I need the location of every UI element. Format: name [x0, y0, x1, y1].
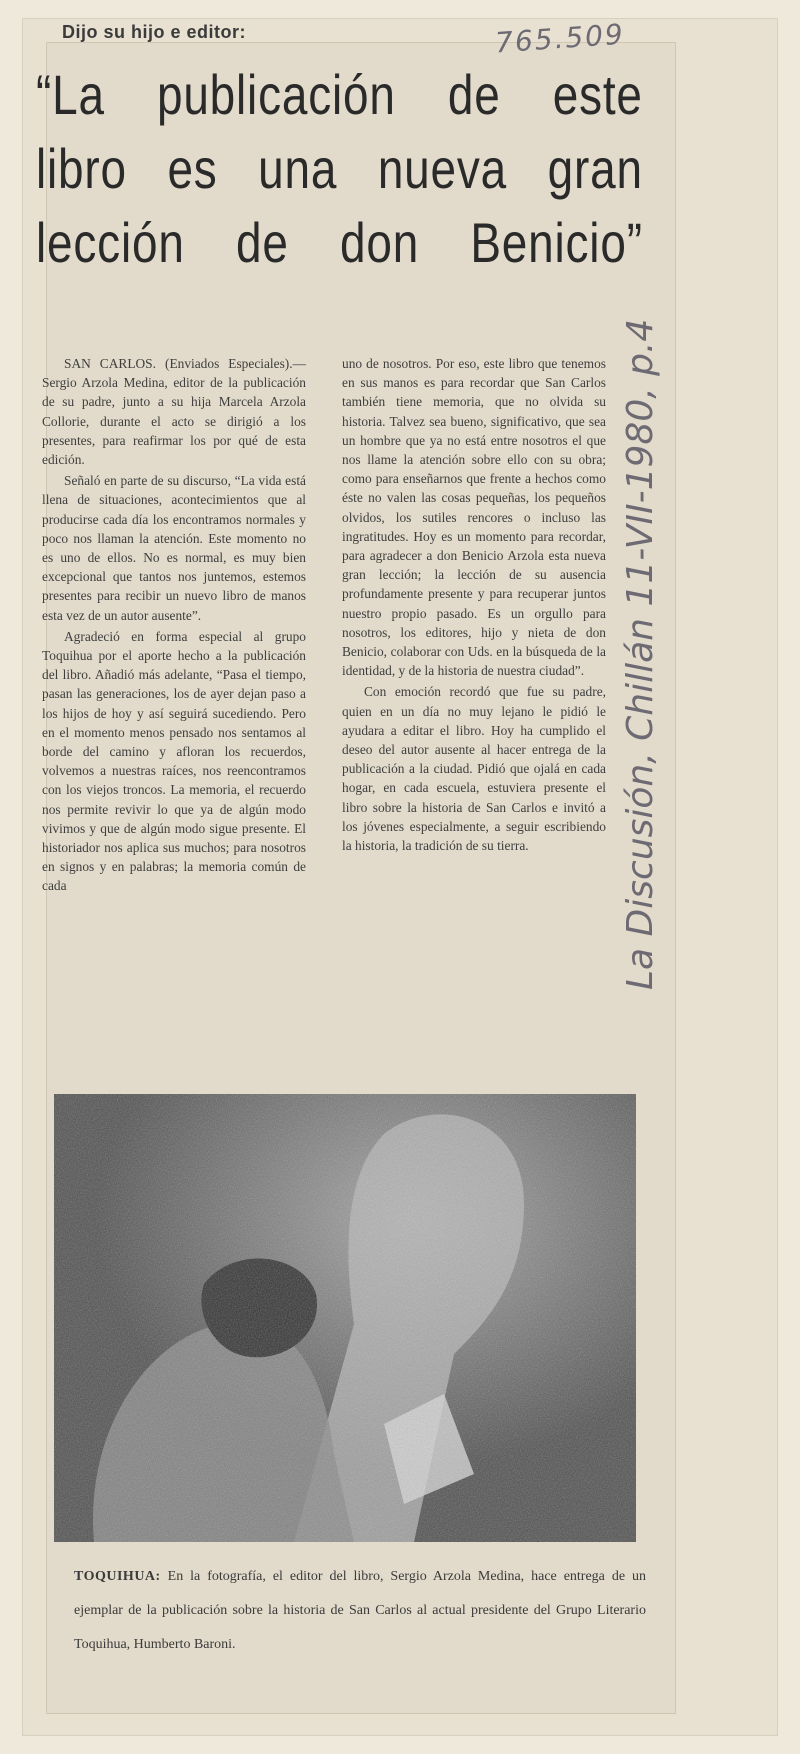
paragraph: Agradeció en forma especial al grupo Toquihua por el aporte hecho a la publicación del libro. Añadió más adelante, “Pasa el tiempo, pasan las generaciones, los de ayer dejan paso a los hijos de hoy y así seguirá sucediendo. Pero en el momento menos pensado nos sentamos al borde del camino y afloran los recuerdos, volvemos a nuestras raíces, nos reencontramos con los viejos troncos. La memoria, el recuerdo nos permite revivir lo que ya de algún modo vivimos y que de algún modo sigue presente. El historiador nos aplica sus muchos; para nosotros en signos y en palabras; la memoria común de cada	[42, 628, 306, 894]
paragraph: Señaló en parte de su discurso, “La vida está llena de situaciones, acontecimientos que al producirse cada día los encontramos normales y poco nos llaman la atención. Este momento no es uno de ellos. No es normal, es muy bien excepcional que tantos nos juntemos, estemos presentes para recibir un nuevo libro de manos esta vez de un autor ausente”.	[42, 473, 306, 623]
caption-text: En la fotografía, el editor del libro, Sergio Arzola Medina, hace entrega de un ejemplar de la publicación sobre la historia de San Carlos al actual presidente del Grupo Literario Toquihua, Humberto Baroni.	[74, 1569, 646, 1652]
article-column-left	[42, 354, 306, 898]
headline-line-1: “La publicación de este	[36, 63, 643, 126]
handwritten-catalog-number: 765.509	[494, 17, 626, 60]
headline-line-3: lección de don Benicio”	[36, 211, 643, 274]
article-kicker: Dijo su hijo e editor:	[62, 22, 247, 42]
paragraph: uno de nosotros. Por eso, este libro que tenemos en sus manos es para recordar que San Carlos también tiene memoria, que no olvida su historia. Talvez sea bueno, significativo, que sea un hombre que ya no está entre nosotros el que nos llame la atención sobre ello con su obra; como para enseñarnos que frente a hechos como éste no valen las cosas pequeñas, los pequeños olvidos, los sutiles rencores o incluso las ingratitudes. Hoy es un momento para recordar, para agradecer a don Benicio Arzola esta nueva gran lección; la lección de su ausencia profundamente presente y para recuperar juntos nuestro propio pasado. Es un orgullo para nosotros, los editores, hijo y nieta de don Benicio, colaborar con Uds. en la búsqueda de la identidad, y de la historia de nuestra ciudad”.	[342, 356, 606, 679]
headline-line-2: libro es una nueva gran	[36, 137, 643, 200]
article-headline	[36, 58, 643, 280]
article-column-right	[342, 354, 606, 857]
paragraph: SAN CARLOS. (Enviados Especiales).— Sergio Arzola Medina, editor de la publicación de su padre, junto a su hija Marcela Arzola Collorie, durante el acto se dirigió a los presentes, para reafirmar los por qué de esta edición.	[42, 356, 306, 468]
photo-caption	[74, 1560, 646, 1662]
source-note-text: La Discusión, Chillán 11-VII-1980, p.4	[620, 318, 661, 990]
photo-halftone	[54, 1094, 636, 1542]
caption-lead: TOQUIHUA:	[74, 1569, 161, 1584]
paragraph: Con emoción recordó que fue su padre, quien en un día no muy lejano le pidió le ayudara a editar el libro. Hoy ha cumplido el deseo del autor ausente al hacer entrega de la publicación a la ciudad. Pidió que ojalá en cada hogar, en cada escuela, estuviera presente el libro sobre la historia de San Carlos e invitó a los jóvenes especialmente, a seguir escribiendo la historia, la tradición de su tierra.	[342, 684, 606, 854]
article-photo	[54, 1094, 636, 1542]
